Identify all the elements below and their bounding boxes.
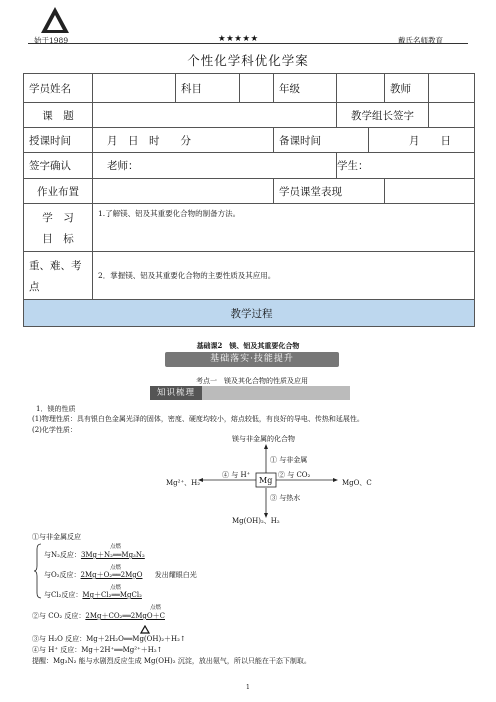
reaction-h-plus: ④与 H⁺ 反应：Mg＋2H⁺══Mg²⁺＋H₂↑: [32, 646, 163, 654]
label-homework: 作业布置: [24, 179, 93, 204]
value-prep-time: 月 日: [369, 128, 475, 153]
learning-goals-text: 1.了解镁、铝及其重要化合物的制备方法。: [93, 204, 475, 252]
reaction-h2o: ③与 H₂O 反应：Mg＋2H₂O══Mg(OH)₂＋H₂↑: [32, 635, 186, 643]
brace-icon: [34, 543, 42, 599]
label-lesson-time: 授课时间: [24, 128, 93, 153]
knowledge-bar: [150, 386, 350, 400]
label-subject: 科目: [176, 74, 240, 103]
teacher-sign: 老师：: [93, 153, 337, 179]
knowledge-label: 知识梳理: [150, 386, 202, 400]
diag-co2: ② 与 CO₂: [278, 471, 311, 479]
value-student-name[interactable]: [93, 74, 176, 103]
brand-name: 戴氏名师教育: [398, 36, 443, 45]
reaction-co2-prefix: ②与 CO₂ 反应：: [32, 612, 86, 620]
diag-top-label: 镁与非金属的化合物: [232, 435, 295, 443]
label-topic: 课 题: [24, 103, 93, 128]
key-points-text: 2．掌握镁、铝及其重要化合物的主要性质及其应用。: [93, 252, 475, 300]
value-lesson-time: 月 日 时 分: [93, 128, 274, 153]
key-label-line2: 点: [29, 280, 40, 293]
label-key-points: [24, 252, 93, 300]
reminder-note: 提醒：Mg₃N₂ 能与水剧烈反应生成 Mg(OH)₂ 沉淀，放出氨气，所以只能在干态下制取。: [32, 657, 311, 665]
goal-label-line2: 目 标: [42, 232, 74, 245]
physical-properties: (1)物理性质：具有银白色金属光泽的固体，密度、硬度均较小，熔点较低，有良好的导电、传热和延展性。: [32, 415, 364, 423]
school-logo: [40, 6, 70, 34]
label-student-name: 学员姓名: [24, 74, 93, 103]
header-divider: [28, 43, 468, 44]
doc-title: 个性化学科优化学案: [187, 53, 309, 68]
value-teacher[interactable]: [429, 74, 475, 103]
ignite-label-o2: 点燃: [110, 565, 122, 571]
ignite-label-cl2: 点燃: [110, 585, 122, 591]
value-topic[interactable]: [93, 103, 337, 128]
reaction-n2-equation: 3Mg＋N₂══Mg₃N₂: [80, 551, 145, 559]
reaction-o2-equation: 2Mg＋O₂══2MgO: [80, 571, 143, 579]
student-sign: 学生：: [337, 153, 475, 179]
rating-stars: ★★★★★: [218, 34, 259, 44]
reaction-o2-note: 发出耀眼白光: [154, 571, 197, 579]
diag-bottom-product: Mg(OH)₂、H₂: [232, 517, 280, 525]
topic-heading: 考点一 镁及其化合物的性质及应用: [196, 377, 308, 385]
label-learning-goals: [24, 204, 93, 252]
lesson-info-table: [23, 73, 475, 327]
nonmetal-reactions-heading: ①与非金属反应: [32, 533, 81, 541]
diag-right-product: MgO、C: [342, 479, 372, 487]
teaching-process-header: 教学过程: [24, 300, 475, 327]
goal-label-line1: 学 习: [42, 211, 74, 224]
value-grade[interactable]: [337, 74, 385, 103]
label-grade: 年级: [274, 74, 337, 103]
section-banner: 基础落实·技能提升: [165, 352, 339, 367]
reaction-o2-prefix: 与O₂反应：: [44, 571, 81, 579]
reaction-cl2: [44, 590, 142, 600]
section-mg-properties: 1．镁的性质: [36, 405, 76, 413]
diag-h-plus: ④ 与 H⁺: [222, 471, 251, 479]
chemical-properties-heading: (2)化学性质：: [32, 426, 77, 434]
diag-hot-water: ③ 与热水: [270, 494, 301, 502]
reaction-co2-equation: 2Mg＋CO₂══2MgO＋C: [85, 612, 165, 620]
page-number: 1: [246, 684, 250, 691]
reaction-o2: [44, 570, 197, 580]
reaction-co2: [32, 611, 165, 621]
since-1989: 始于1989: [34, 36, 69, 45]
reaction-cl2-equation: Mg＋Cl₂══MgCl₂: [82, 591, 142, 599]
label-sign-confirm: 签字确认: [24, 153, 93, 179]
heat-triangle-icon: [140, 625, 150, 634]
value-leader-sign[interactable]: [429, 103, 475, 128]
value-homework[interactable]: [93, 179, 274, 204]
reaction-n2-prefix: 与N₂反应：: [44, 551, 81, 559]
reaction-n2: [44, 550, 145, 560]
ignite-label-n2: 点燃: [110, 544, 122, 550]
label-prep-time: 备课时间: [274, 128, 369, 153]
reaction-cl2-prefix: 与Cl₂反应：: [44, 591, 83, 599]
key-label-line1: 重、难、考: [29, 259, 82, 272]
diag-mg: Mg: [259, 476, 273, 485]
label-class-performance: 学员课堂表现: [274, 179, 385, 204]
label-teacher: 教师: [385, 74, 429, 103]
value-subject[interactable]: [240, 74, 274, 103]
value-class-performance[interactable]: [385, 179, 475, 204]
label-leader-sign: 教学组长签字: [337, 103, 429, 128]
ignite-label-co2: 点燃: [150, 605, 162, 611]
lesson-title: 基础课2 镁、铝及其重要化合物: [196, 341, 300, 350]
diag-left-product: Mg²⁺、H₂: [166, 479, 201, 487]
diag-nonmetal: ① 与非金属: [270, 456, 308, 464]
